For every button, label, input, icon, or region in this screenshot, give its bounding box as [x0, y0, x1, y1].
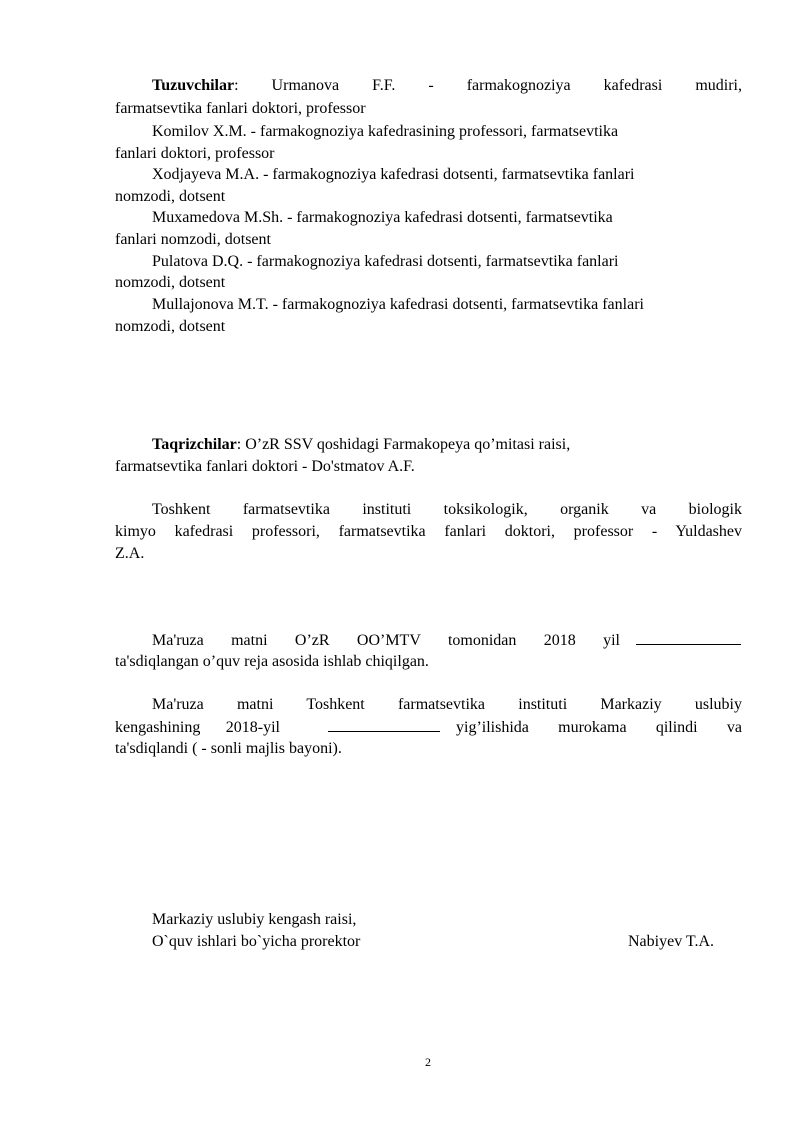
reviewer-line: farmatsevtika fanlari doktori - Do'stmatov A.F.	[115, 458, 415, 475]
compiler-line: Pulatova D.Q. - farmakognoziya kafedrasi dotsenti, farmatsevtika fanlari	[152, 253, 619, 270]
approval-line	[152, 630, 742, 651]
approval-line: ta'sdiqlandi ( - sonli majlis bayoni).	[115, 740, 342, 757]
approval-text: Ma'ruza matni O’zR OO’MTV tomonidan 2018 yil	[152, 632, 620, 649]
compiler-line: Komilov X.M. - farmakognoziya kafedrasining professori, farmatsevtika	[152, 123, 619, 140]
compiler-line: nomzodi, dotsent	[115, 274, 226, 291]
signatory-name: Nabiyev T.A.	[628, 933, 715, 950]
approval-line: Ma'ruza matni Toshkent farmatsevtika instituti Markaziy uslubiy	[152, 696, 742, 713]
compiler-line: nomzodi, dotsent	[115, 188, 226, 205]
approval-line	[115, 717, 742, 738]
compilers-label: Tuzuvchilar	[152, 77, 235, 94]
date-blank	[328, 717, 440, 732]
signature-title-line: Markaziy uslubiy kengash raisi,	[152, 911, 357, 928]
reviewers-first-line	[152, 435, 742, 455]
compilers-first-line-rest: : Urmanova F.F. - farmakognoziya kafedrasi mudiri,	[234, 77, 742, 94]
approval-text: kengashining 2018-yil	[115, 719, 280, 736]
page-number: 2	[425, 1055, 431, 1069]
approval-text: yig’ilishida murokama qilindi va	[456, 719, 742, 736]
reviewer-line: Toshkent farmatsevtika instituti toksikologik, organik va biologik	[152, 501, 742, 518]
compiler-line: Mullajonova M.T. - farmakognoziya kafedrasi dotsenti, farmatsevtika fanlari	[152, 296, 644, 313]
reviewer-line: kimyo kafedrasi professori, farmatsevtika fanlari doktori, professor - Yuldashev	[115, 523, 742, 540]
compiler-line: Xodjayeva M.A. - farmakognoziya kafedrasi dotsenti, farmatsevtika fanlari	[152, 166, 635, 183]
compiler-line: farmatsevtika fanlari doktori, professor	[115, 100, 366, 117]
signature-title-line: O`quv ishlari bo`yicha prorektor	[152, 933, 361, 950]
reviewer-line: Z.A.	[115, 545, 145, 562]
date-blank	[636, 630, 741, 645]
reviewers-label: Taqrizchilar	[152, 436, 237, 453]
approval-line: ta'sdiqlangan o’quv reja asosida ishlab chiqilgan.	[115, 653, 429, 670]
compiler-line: fanlari doktori, professor	[115, 145, 275, 162]
compilers-first-line	[152, 76, 742, 96]
compiler-line: Muxamedova M.Sh. - farmakognoziya kafedrasi dotsenti, farmatsevtika	[152, 209, 613, 226]
compiler-line: fanlari nomzodi, dotsent	[115, 231, 271, 248]
reviewers-first-line-rest: : O’zR SSV qoshidagi Farmakopeya qo’mitasi raisi,	[236, 436, 571, 453]
compiler-line: nomzodi, dotsent	[115, 318, 226, 335]
